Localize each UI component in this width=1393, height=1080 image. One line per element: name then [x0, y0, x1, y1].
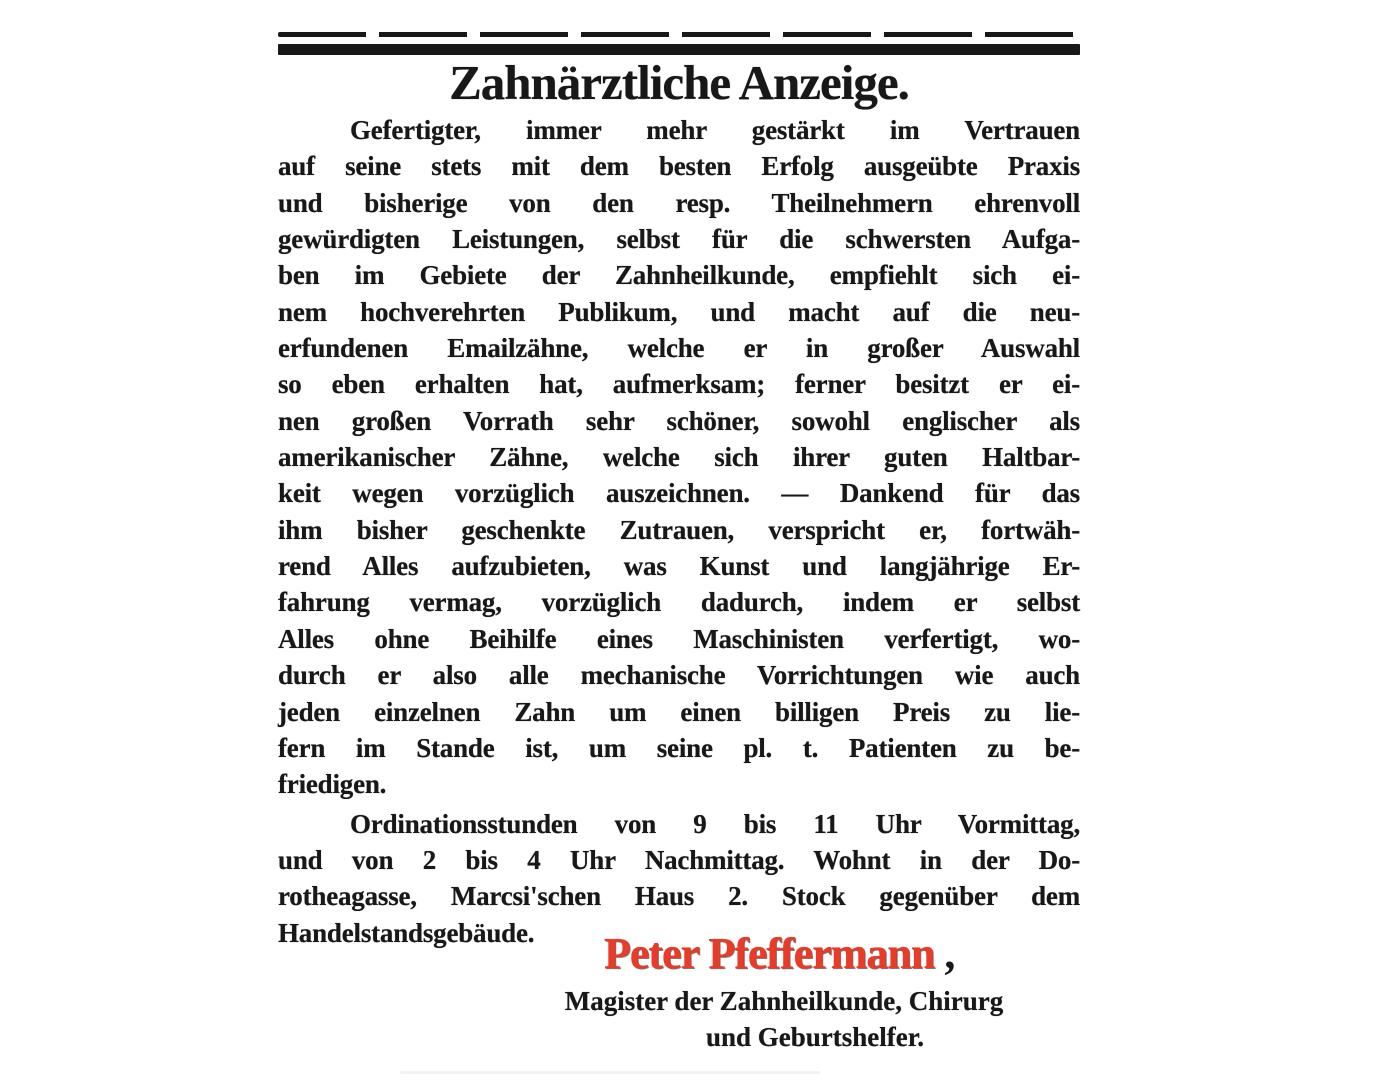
ad-body-paragraph-1 — [278, 112, 1080, 803]
newspaper-ad — [278, 30, 1080, 1055]
body-line: nen großen Vorrath sehr schöner, sowohl englischer als — [278, 405, 1080, 436]
ad-title: Zahnärztliche Anzeige. — [449, 55, 909, 110]
body-line: erfundenen Emailzähne, welche er in großer Auswahl — [278, 333, 1080, 364]
body-line: ben im Gebiete der Zahnheilkunde, empfiehlt sich ei- — [278, 260, 1080, 291]
body-line: nem hochverehrten Publikum, und macht auf die neu- — [278, 296, 1080, 327]
body-line: keit wegen vorzüglich auszeichnen. — Dankend für das — [278, 478, 1080, 509]
top-rule-thick — [278, 44, 1080, 55]
body-line: so eben erhalten hat, aufmerksam; ferner besitzt er ei- — [278, 369, 1080, 400]
body-line: rotheagasse, Marcsi'schen Haus 2. Stock gegenüber dem — [278, 881, 1080, 912]
body-line: fern im Stande ist, um seine pl. t. Patienten zu be- — [278, 732, 1080, 763]
credentials-line-2: und Geburtshelfer. — [705, 1021, 925, 1052]
body-line: und bisherige von den resp. Theilnehmern ehrenvoll — [278, 187, 1080, 218]
body-line: rend Alles aufzubieten, was Kunst und langjährige Er- — [278, 551, 1080, 582]
body-line: Gefertigter, immer mehr gestärkt im Vertrauen — [350, 115, 1080, 145]
body-line: Alles ohne Beihilfe eines Maschinisten verfertigt, wo- — [278, 623, 1080, 654]
signature-comma: , — [934, 928, 955, 978]
body-line: gewürdigten Leistungen, selbst für die schwersten Aufga- — [278, 224, 1080, 255]
body-line: durch er also alle mechanische Vorrichtungen wie auch — [278, 660, 1080, 691]
body-line: auf seine stets mit dem besten Erfolg ausgeübte Praxis — [278, 151, 1080, 182]
body-line: und von 2 bis 4 Uhr Nachmittag. Wohnt in der Do- — [278, 844, 1080, 875]
body-line: ihm bisher geschenkte Zutrauen, verspricht er, fortwäh- — [278, 514, 1080, 545]
body-line: fahrung vermag, vorzüglich dadurch, indem er selbst — [278, 587, 1080, 618]
body-line: Handelstandsgebäude. — [278, 917, 535, 948]
credentials-line-1: Magister der Zahnheilkunde, Chirurg — [564, 985, 1004, 1016]
top-rule-thin — [278, 32, 1080, 37]
signature-name: Peter Pfeffermann — [604, 928, 935, 978]
body-line: amerikanischer Zähne, welche sich ihrer guten Haltbar- — [278, 442, 1080, 473]
body-line: jeden einzelnen Zahn um einen billigen Preis zu lie- — [278, 696, 1080, 727]
body-line: Ordinationsstunden von 9 bis 11 Uhr Vormittag, — [350, 808, 1080, 839]
scan-smudge — [400, 1071, 820, 1074]
body-line: friedigen. — [278, 769, 387, 800]
